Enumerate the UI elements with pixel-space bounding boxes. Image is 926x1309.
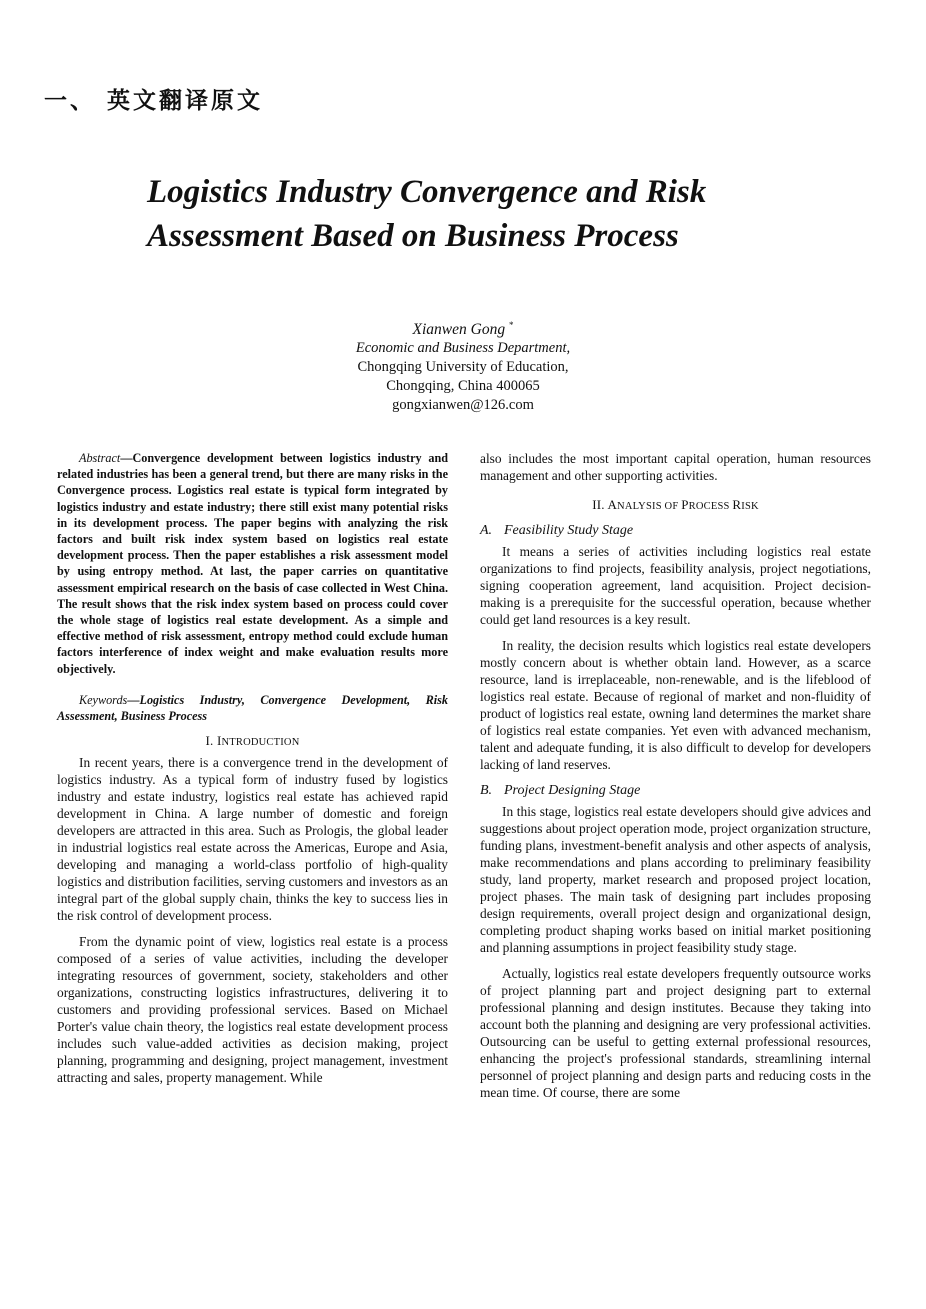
section-heading: 一、 英文翻译原文 <box>44 88 264 114</box>
author-name-text: Xianwen Gong <box>412 321 506 339</box>
author-name <box>0 316 926 339</box>
section-initial-3: R <box>732 497 742 512</box>
subsection-number: B. <box>480 783 493 798</box>
section-number: I. <box>205 733 214 749</box>
abstract-text: Convergence development between logistics industry and related industries has been a general trend, but there are many risks in the Convergence process. Logistics real estate is typical form integrated by logistics industry and estate industry; there still exist many potential risks in its development process. The paper begins with analyzing the risk factors and built risk index system based on logistics real estate development process. Then the paper establishes a risk assessment model by using entropy method. At last, the paper carries on quantitative assessment empirical research on the basis of case collected in West China. The result shows that the risk index system based on process could cover the whole stage of logistics real estate development. As a simple and effective method of risk assessment, entropy method could exclude human factors interference of index weight and make evaluation results more objectively. <box>57 451 448 676</box>
subsection-heading-feasibility <box>480 522 871 539</box>
author-department: Economic and Business Department, <box>355 340 571 357</box>
paper-title-line-1: Logistics Industry Convergence and Risk <box>147 174 707 210</box>
abstract <box>57 450 448 677</box>
section-heading-analysis <box>480 496 871 515</box>
section-rest-3: ISK <box>741 501 759 512</box>
subsection-title: Feasibility Study Stage <box>504 523 634 538</box>
subsection-heading-designing <box>480 782 871 799</box>
author-email: gongxianwen@126.com <box>392 397 534 414</box>
abstract-label: Abstract <box>79 451 121 465</box>
section-rest-2: ROCESS <box>688 501 733 512</box>
paragraph-feasibility-2: In reality, the decision results which logistics real estate developers mostly concern about is whether obtain land. However, as a scarce resource, land is irreplaceable, non-renewable, and is the lifeblood of logistics real estate. Because of regional of market and non-fluidity of product of logistics real estate, owning land determines the market share of logistics real estate companies. Yet even with advanced mechanism, talent and adequate funding, it is also difficult to develop for developers lacking of land reserves. <box>480 638 871 772</box>
section-initial: I <box>216 733 222 749</box>
right-column <box>480 450 885 1110</box>
keywords-dash: — <box>127 692 140 707</box>
section-initial-1: A <box>607 497 618 512</box>
section-rest: NTRODUCTION <box>221 737 300 749</box>
keywords <box>57 692 448 724</box>
keywords-label: Keywords <box>79 692 128 707</box>
author-location: Chongqing, China 400065 <box>386 378 540 395</box>
section-initial-2: P <box>681 497 689 512</box>
subsection-title: Project Designing Stage <box>504 783 641 798</box>
paper-title <box>147 170 867 258</box>
paper-title-line-2: Assessment Based on Business Process <box>147 218 679 254</box>
left-column <box>57 450 448 1095</box>
subsection-number: A. <box>480 523 493 538</box>
paragraph-intro-1: In recent years, there is a convergence trend in the development of logistics industry. As a typical form of industry fused by logistics industry and estate industry, logistics real estate has achieved rapid development in China. A large number of domestic and foreign developers are attracted in this area. Such as Prologis, the global leader in industrial logistics real estate across the Americas, Europe and Asia, developing and managing a world-class portfolio of high-quality logistics and distribution facilities, serving customers and investors as an integral part of the global supply chain, thinks the key to success lies in the risk control of development process. <box>57 755 448 924</box>
author-university: Chongqing University of Education, <box>357 359 569 376</box>
section-number: II. <box>592 497 605 512</box>
paragraph-designing-1: In this stage, logistics real estate developers should give advices and suggestions about project operation mode, project organization structure, funding plans, investment-benefit analysis and other aspects of analysis, make recommendations and plans according to preliminary feasibility study, land property, market research and proposed project location, project phases. The main task of designing part includes proposing design requirements, overall project design and organizational design, completing product shaping works based on initial market positioning and planning assumptions in project feasibility study stage. <box>480 804 871 955</box>
author-block <box>0 316 926 415</box>
abstract-dash: — <box>120 451 133 465</box>
paragraph-intro-2: From the dynamic point of view, logistics real estate is a process composed of a series of value activities, including the developer integrating resources of government, society, stakeholders and other organizations, constructing logistics infrastructures, delivering it to customers and providing professional services. Based on Michael Porter's value chain theory, the logistics real estate development process includes such value-added activities as decision making, project planning, programming and designing, project management, investment attracting and sales, property management. While <box>57 934 448 1086</box>
author-mark: * <box>508 320 514 330</box>
paragraph-feasibility-1: It means a series of activities including logistics real estate organizations to find projects, feasibility analysis, project negotiations, signing cooperation agreement, land acquisition. Project decision-making is a prerequisite for the successful operation, because whether could get land resources is a key result. <box>480 544 871 627</box>
section-rest-1: NALYSIS OF <box>617 501 682 512</box>
paragraph-designing-2: Actually, logistics real estate developers frequently outsource works of project planning part and project designing part to external professional planning and design institutes. Because they taking into account both the planning and designing are very professional activities. Outsourcing can be useful to getting external professional resources, enhancing the project's professional standards, streamlining internal personnel of project planning and design parts and reducing costs in the mean time. Of course, there are some <box>480 966 885 1100</box>
section-heading-introduction <box>57 732 448 751</box>
keywords-text: Logistics Industry, Convergence Development, Risk Assessment, Business Process <box>57 692 448 724</box>
paragraph-intro-2-continued: also includes the most important capital operation, human resources management and other supporting activities. <box>480 451 871 483</box>
